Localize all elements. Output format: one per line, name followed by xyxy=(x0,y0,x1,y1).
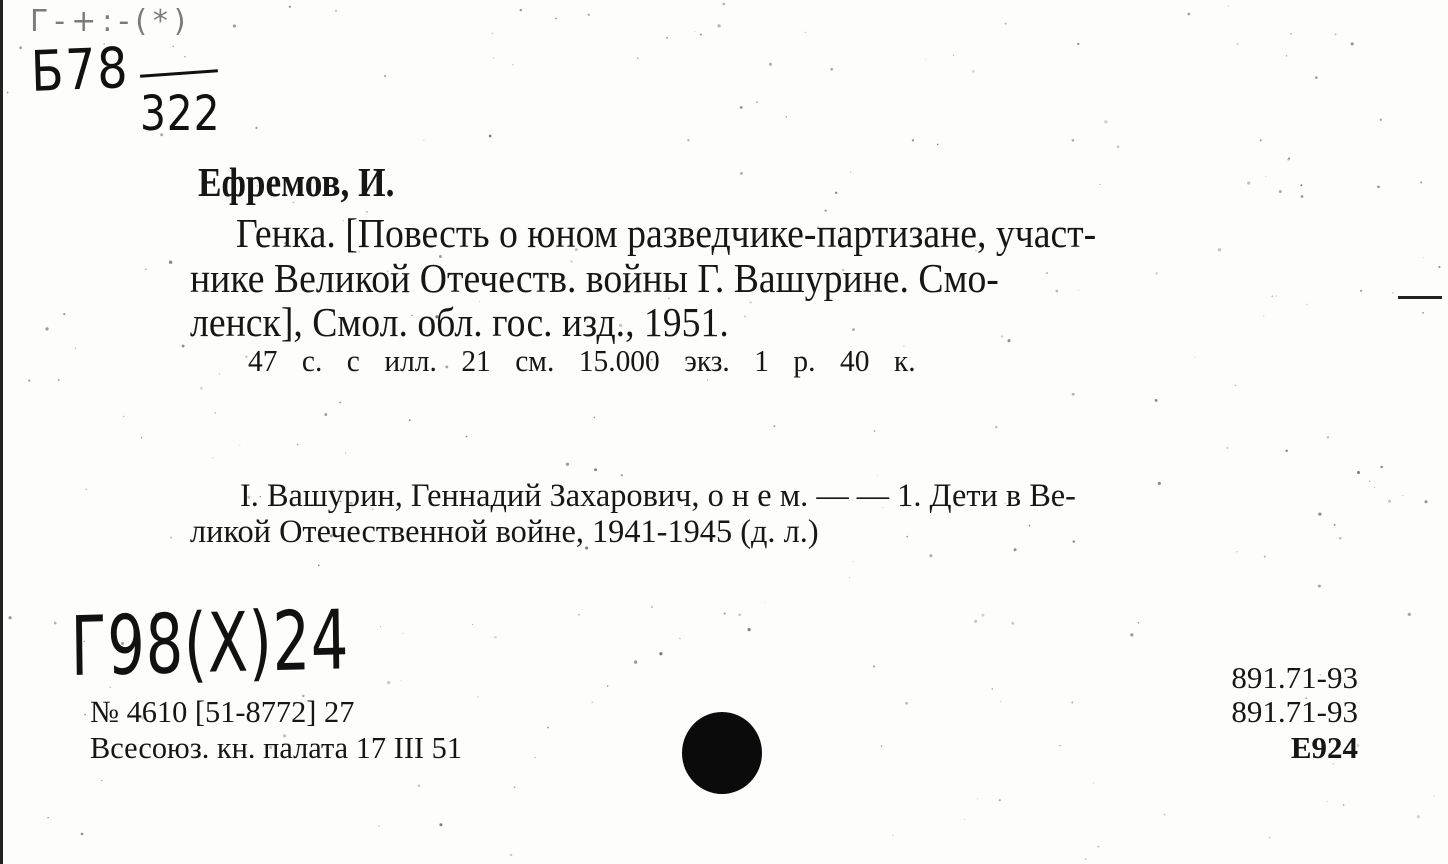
paper-speck xyxy=(1327,436,1330,439)
paper-speck xyxy=(233,24,236,27)
paper-speck xyxy=(786,116,787,117)
paper-speck xyxy=(45,327,48,330)
paper-speck xyxy=(1226,447,1228,449)
paper-speck xyxy=(744,315,746,317)
paper-speck xyxy=(1155,272,1158,275)
paper-speck xyxy=(892,835,893,836)
paper-speck xyxy=(418,784,420,786)
paper-speck xyxy=(972,70,975,73)
paper-speck xyxy=(1318,512,1321,515)
paper-speck xyxy=(835,192,837,194)
paper-speck xyxy=(1369,481,1370,482)
paper-speck xyxy=(905,702,908,705)
paper-speck xyxy=(694,31,695,32)
paper-speck xyxy=(318,565,320,567)
paper-speck xyxy=(534,757,535,758)
paper-speck xyxy=(977,798,978,799)
paper-speck xyxy=(423,140,424,141)
paper-speck xyxy=(510,854,512,856)
paper-speck xyxy=(1218,248,1221,251)
paper-speck xyxy=(1417,815,1420,818)
paper-speck xyxy=(992,688,993,689)
paper-speck xyxy=(477,696,479,698)
paper-speck xyxy=(881,745,882,746)
paper-speck xyxy=(849,577,850,578)
paper-speck xyxy=(740,106,743,109)
paper-speck xyxy=(289,6,291,8)
paper-speck xyxy=(1072,139,1075,142)
paper-speck xyxy=(123,416,124,417)
paper-speck xyxy=(874,430,876,432)
paper-speck xyxy=(722,3,725,6)
paper-speck xyxy=(520,9,522,11)
paper-speck xyxy=(1422,312,1424,314)
paper-speck xyxy=(621,474,623,476)
paper-speck xyxy=(58,379,60,381)
paper-speck xyxy=(489,135,492,138)
paper-speck xyxy=(1424,500,1427,503)
paper-speck xyxy=(512,64,513,65)
paper-speck xyxy=(7,92,9,94)
paper-speck xyxy=(1194,357,1195,358)
paper-speck xyxy=(1264,556,1266,558)
paper-speck xyxy=(1235,384,1237,386)
paper-speck xyxy=(1085,858,1087,860)
paper-speck xyxy=(409,419,411,421)
paper-speck xyxy=(637,57,639,59)
paper-speck xyxy=(1011,622,1014,625)
paper-speck xyxy=(1260,139,1262,141)
paper-speck xyxy=(1005,23,1007,25)
paper-speck xyxy=(1078,290,1079,291)
paper-speck xyxy=(773,425,775,427)
paper-speck xyxy=(1104,120,1107,123)
paper-speck xyxy=(765,602,766,603)
paper-speck xyxy=(981,614,984,617)
paper-speck xyxy=(1402,495,1403,496)
paper-speck xyxy=(1130,633,1133,636)
paper-speck xyxy=(666,37,668,39)
paper-speck xyxy=(651,606,653,608)
paper-speck xyxy=(769,63,772,66)
paper-speck xyxy=(324,413,327,416)
paper-speck xyxy=(335,10,337,12)
author-heading: Ефремов, И. xyxy=(198,159,395,205)
paper-speck xyxy=(738,614,741,617)
paper-speck xyxy=(387,681,390,684)
paper-speck xyxy=(8,616,11,619)
paper-speck xyxy=(384,75,386,77)
paper-speck xyxy=(747,628,750,631)
paper-speck xyxy=(200,387,203,390)
paper-speck xyxy=(1438,266,1440,268)
paper-speck xyxy=(1388,500,1391,503)
paper-speck xyxy=(1158,482,1161,485)
description-line: ленск], Смол. обл. гос. изд., 1951. xyxy=(190,299,729,345)
subject-heading-line: I. Вашурин, Геннадий Захарович, о н е м. — — 1. Дети в Ве- xyxy=(240,478,1076,514)
paper-speck xyxy=(1059,745,1060,746)
edge-mark xyxy=(1398,296,1442,299)
subject-heading-line: ликой Отечественной войне, 1941-1945 (д. л.) xyxy=(190,514,819,550)
paper-speck xyxy=(345,452,346,453)
paper-speck xyxy=(906,536,908,538)
paper-speck xyxy=(1000,700,1002,702)
paper-speck xyxy=(141,437,142,438)
paper-speck xyxy=(1236,43,1238,45)
paper-speck xyxy=(1272,296,1273,297)
paper-speck xyxy=(1093,782,1094,783)
paper-speck xyxy=(566,463,569,466)
paper-speck xyxy=(1351,42,1354,45)
paper-speck xyxy=(1279,190,1282,193)
paper-speck xyxy=(1285,450,1287,452)
paper-speck xyxy=(1335,33,1337,35)
paper-speck xyxy=(19,46,22,49)
paper-speck xyxy=(1265,176,1266,177)
paper-speck xyxy=(1014,548,1017,551)
paper-speck xyxy=(81,833,84,836)
paper-speck xyxy=(493,57,495,59)
paper-speck xyxy=(740,172,743,175)
paper-speck xyxy=(1286,55,1287,56)
paper-speck xyxy=(1300,184,1302,186)
paper-speck xyxy=(852,328,855,331)
paper-speck xyxy=(219,373,220,374)
paper-speck xyxy=(1138,622,1140,624)
paper-speck xyxy=(101,780,102,781)
paper-speck xyxy=(700,34,702,36)
paper-speck xyxy=(1097,846,1099,848)
handwritten-classmark: Б78 xyxy=(30,35,131,105)
paper-speck xyxy=(169,261,172,264)
paper-speck xyxy=(1334,524,1336,526)
paper-speck xyxy=(239,445,240,446)
paper-speck xyxy=(830,68,833,71)
punch-hole xyxy=(682,712,762,794)
paper-speck xyxy=(1339,537,1342,540)
description-line: Генка. [Повесть о юном разведчике-партизане, участ- xyxy=(236,210,1097,256)
paper-speck xyxy=(1001,335,1003,337)
paper-speck xyxy=(877,475,878,476)
paper-speck xyxy=(588,14,590,16)
paper-speck xyxy=(173,46,174,47)
paper-speck xyxy=(403,633,404,634)
paper-speck xyxy=(1269,837,1271,839)
paper-speck xyxy=(659,652,662,655)
paper-speck xyxy=(1327,801,1328,802)
card-number: № 4610 [51-8772] 27 xyxy=(90,694,355,729)
paper-speck xyxy=(1072,393,1075,396)
paper-speck xyxy=(805,32,807,34)
paper-speck xyxy=(75,348,76,349)
udc-code: 891.71-93 xyxy=(1231,660,1358,695)
handwritten-classmark-fraction: 322 xyxy=(140,86,221,142)
paper-speck xyxy=(679,638,681,640)
paper-speck xyxy=(999,799,1001,801)
paper-speck xyxy=(145,268,147,270)
paper-speck xyxy=(1360,290,1362,292)
paper-speck xyxy=(1377,186,1380,189)
paper-speck xyxy=(1164,814,1166,816)
paper-speck xyxy=(1357,471,1360,474)
paper-speck xyxy=(1228,6,1229,7)
paper-speck xyxy=(1236,551,1237,552)
paper-speck xyxy=(912,139,914,141)
paper-speck xyxy=(212,457,213,458)
paper-speck xyxy=(594,468,597,471)
paper-speck xyxy=(1046,272,1048,274)
paper-speck xyxy=(964,819,965,820)
paper-speck xyxy=(850,171,851,172)
paper-speck xyxy=(1073,540,1075,542)
paper-speck xyxy=(1117,145,1120,148)
paper-speck xyxy=(28,379,30,381)
paper-speck xyxy=(492,32,494,34)
paper-speck xyxy=(380,626,381,627)
paper-speck xyxy=(514,786,516,788)
paper-speck xyxy=(1381,466,1383,468)
paper-speck xyxy=(1071,702,1073,704)
paper-speck xyxy=(472,624,473,625)
paper-speck xyxy=(873,665,875,667)
paper-speck xyxy=(547,727,549,729)
description-line: нике Великой Отечеств. войны Г. Вашурине. Смо- xyxy=(190,255,999,301)
paper-speck xyxy=(466,436,468,438)
paper-speck xyxy=(401,680,402,681)
paper-speck xyxy=(378,825,379,826)
paper-speck xyxy=(1077,43,1079,45)
paper-speck xyxy=(1188,13,1191,16)
paper-speck xyxy=(578,614,580,616)
paper-speck xyxy=(1099,184,1100,185)
paper-speck xyxy=(1288,157,1290,159)
handwritten-shelfmark: Г98(Х)24 xyxy=(70,593,350,695)
author-mark: Е924 xyxy=(1290,730,1358,765)
paper-speck xyxy=(756,101,758,103)
paper-speck xyxy=(494,636,497,639)
paper-speck xyxy=(1056,290,1059,293)
paper-speck xyxy=(1392,292,1393,293)
paper-speck xyxy=(1007,339,1010,342)
paper-speck xyxy=(1301,195,1304,198)
paper-speck xyxy=(86,489,87,490)
physical-description-line: 47 с. с илл. 21 см. 15.000 экз. 1 р. 40 к. xyxy=(248,343,916,378)
paper-speck xyxy=(1408,613,1411,616)
paper-speck xyxy=(54,622,57,625)
paper-speck xyxy=(592,702,594,704)
paper-speck xyxy=(1380,119,1382,121)
paper-speck xyxy=(1423,257,1424,258)
paper-speck xyxy=(214,412,216,414)
paper-speck xyxy=(184,56,186,58)
paper-speck xyxy=(1315,76,1318,79)
paper-speck xyxy=(297,444,299,446)
paper-speck xyxy=(439,823,442,826)
handwritten-top-scrawl: Г-+:-(*) xyxy=(30,4,192,39)
paper-speck xyxy=(1374,487,1375,488)
paper-speck xyxy=(1275,295,1277,297)
paper-speck xyxy=(687,139,689,141)
paper-speck xyxy=(929,554,932,557)
paper-speck xyxy=(1420,181,1422,183)
paper-speck xyxy=(1155,399,1158,402)
paper-speck xyxy=(974,620,977,623)
paper-speck xyxy=(1318,585,1321,588)
paper-speck xyxy=(1029,525,1031,527)
paper-speck xyxy=(1290,33,1292,35)
paper-speck xyxy=(634,660,637,663)
paper-speck xyxy=(63,313,65,315)
paper-speck xyxy=(853,561,854,562)
paper-speck xyxy=(1247,181,1250,184)
paper-speck xyxy=(182,345,185,348)
paper-speck xyxy=(937,144,939,146)
paper-speck xyxy=(1343,804,1345,806)
paper-speck xyxy=(1306,304,1308,306)
paper-speck xyxy=(170,537,172,539)
paper-speck xyxy=(555,18,557,20)
paper-speck xyxy=(593,417,595,419)
publisher-line: Всесоюз. кн. палата 17 III 51 xyxy=(90,730,463,765)
udc-code: 891.71-93 xyxy=(1231,694,1358,729)
paper-speck xyxy=(84,714,86,716)
paper-speck xyxy=(1434,795,1435,796)
paper-speck xyxy=(339,402,341,404)
paper-speck xyxy=(925,59,926,60)
paper-speck xyxy=(724,613,726,615)
paper-speck xyxy=(707,380,708,381)
paper-speck xyxy=(47,817,48,818)
paper-speck xyxy=(717,24,720,27)
paper-speck xyxy=(953,55,954,56)
paper-speck xyxy=(255,127,257,129)
paper-speck xyxy=(1263,316,1264,317)
paper-speck xyxy=(607,685,608,686)
paper-speck xyxy=(995,426,998,429)
